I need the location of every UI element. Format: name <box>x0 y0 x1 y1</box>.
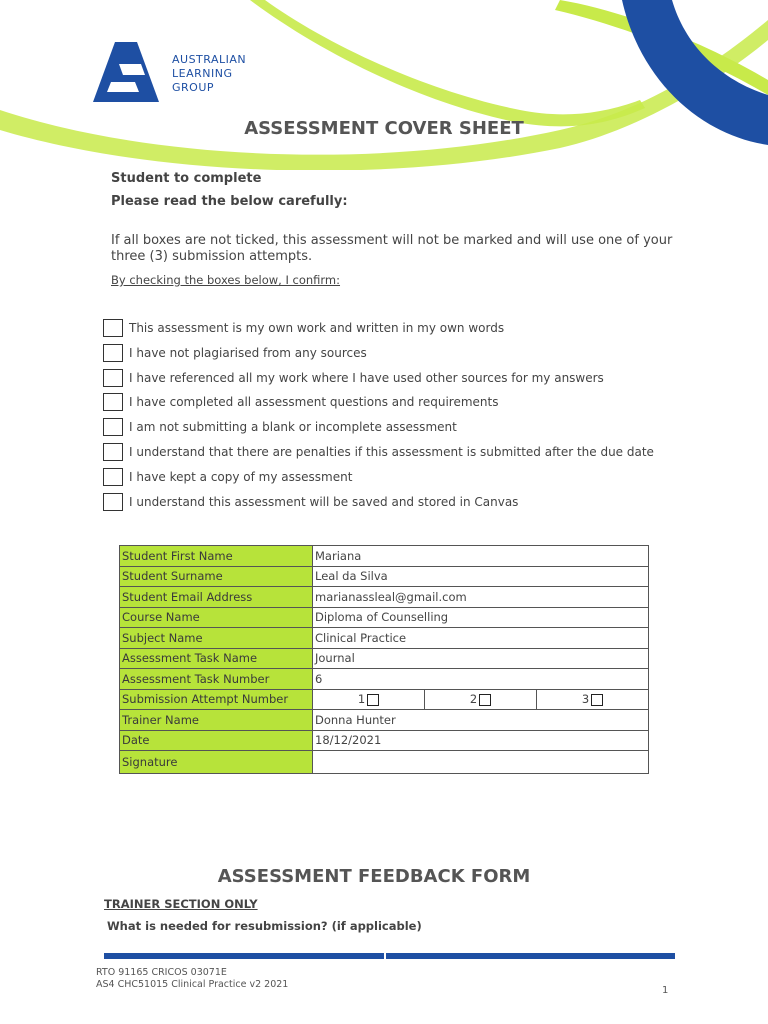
checklist-item <box>103 416 457 438</box>
attempt-number: 1 <box>357 692 366 707</box>
checklist-item-label: I have kept a copy of my assessment <box>129 469 353 484</box>
field-label: Trainer Name <box>120 710 313 731</box>
divider-bar <box>386 953 675 959</box>
details-row <box>120 566 649 587</box>
feedback-form-title: ASSESSMENT FEEDBACK FORM <box>217 866 531 887</box>
field-label: Student First Name <box>120 546 313 567</box>
signature-field[interactable] <box>313 751 649 774</box>
page-title: ASSESSMENT COVER SHEET <box>244 118 524 139</box>
header-decoration <box>0 0 768 170</box>
checklist-item-label: I have completed all assessment questions and requirements <box>129 395 499 410</box>
trainer-section-heading: TRAINER SECTION ONLY <box>104 897 258 911</box>
field-value[interactable]: Donna Hunter <box>313 710 649 731</box>
attempt-option[interactable] <box>424 689 536 710</box>
confirmation-checkbox[interactable] <box>103 319 123 337</box>
details-row <box>120 689 649 710</box>
confirm-heading: By checking the boxes below, I confirm: <box>111 273 341 287</box>
checklist-item-label: I understand this assessment will be saved and stored in Canvas <box>129 494 519 509</box>
confirmation-checkbox[interactable] <box>103 468 123 486</box>
field-label: Subject Name <box>120 628 313 649</box>
logo-line: GROUP <box>172 81 215 94</box>
logo-wordmark <box>172 53 246 95</box>
checklist-item-label: I understand that there are penalties if this assessment is submitted after the due date <box>129 445 654 459</box>
attempt-number: 3 <box>581 692 590 707</box>
details-row <box>120 587 649 608</box>
submission-notice: If all boxes are not ticked, this assessment will not be marked and will use one of your three (3) submission attempts. <box>111 233 673 264</box>
logo-line: AUSTRALIAN <box>172 53 247 66</box>
field-value[interactable]: marianassleal@gmail.com <box>313 587 649 608</box>
field-label: Assessment Task Number <box>120 669 313 690</box>
field-value[interactable]: 18/12/2021 <box>313 730 649 751</box>
checklist-item-label: I have referenced all my work where I have used other sources for my answers <box>129 370 604 385</box>
field-label: Course Name <box>120 607 313 628</box>
lime-swoosh-upper <box>250 0 645 126</box>
confirmation-checkbox[interactable] <box>103 418 123 436</box>
confirmation-checkbox[interactable] <box>103 443 123 461</box>
field-label: Student Surname <box>120 566 313 587</box>
checklist-item <box>103 391 498 413</box>
field-label: Signature <box>120 751 313 774</box>
student-details-table <box>119 545 649 774</box>
field-value[interactable]: 6 <box>313 669 649 690</box>
footer <box>96 967 288 991</box>
field-value[interactable]: Diploma of Counselling <box>313 607 649 628</box>
field-label: Assessment Task Name <box>120 648 313 669</box>
confirmation-checkbox[interactable] <box>103 393 123 411</box>
attempt-option[interactable] <box>313 689 425 710</box>
details-row <box>120 669 649 690</box>
page-number: 1 <box>662 985 669 996</box>
divider-bar <box>104 953 384 959</box>
confirmation-checkbox[interactable] <box>103 369 123 387</box>
attempt-checkbox[interactable] <box>591 694 603 706</box>
checklist-item <box>103 317 504 339</box>
australian-learning-group-logo <box>93 42 159 102</box>
checklist-item <box>103 342 367 364</box>
field-label: Submission Attempt Number <box>120 689 313 710</box>
details-row <box>120 628 649 649</box>
checklist-item-label: I am not submitting a blank or incomplete assessment <box>129 420 457 435</box>
checklist-item <box>103 367 604 389</box>
resubmission-question: What is needed for resubmission? (if applicable) <box>107 919 422 933</box>
details-row <box>120 607 649 628</box>
checklist-item <box>103 466 352 488</box>
attempt-checkbox[interactable] <box>367 694 379 706</box>
attempt-checkbox[interactable] <box>479 694 491 706</box>
details-row <box>120 648 649 669</box>
student-to-complete-heading: Student to complete <box>111 171 262 186</box>
footer-rto: RTO 91165 CRICOS 03071E <box>96 967 227 978</box>
field-label: Date <box>120 730 313 751</box>
attempt-number: 2 <box>469 692 478 707</box>
field-value[interactable]: Mariana <box>313 546 649 567</box>
checklist-item-label: This assessment is my own work and written in my own words <box>129 321 505 335</box>
details-row <box>120 730 649 751</box>
footer-document-code: AS4 CHC51015 Clinical Practice v2 2021 <box>96 979 289 990</box>
field-value[interactable]: Journal <box>313 648 649 669</box>
field-value[interactable]: Clinical Practice <box>313 628 649 649</box>
logo-line: LEARNING <box>172 67 233 80</box>
details-row <box>120 546 649 567</box>
details-row <box>120 751 649 774</box>
confirmation-checkbox[interactable] <box>103 493 123 511</box>
confirmation-checkbox[interactable] <box>103 344 123 362</box>
checklist-item <box>103 441 654 463</box>
attempt-option[interactable] <box>536 689 648 710</box>
checklist-item-label: I have not plagiarised from any sources <box>129 345 367 360</box>
field-label: Student Email Address <box>120 587 313 608</box>
checklist-item <box>103 491 518 513</box>
read-carefully-heading: Please read the below carefully: <box>111 194 348 209</box>
field-value[interactable]: Leal da Silva <box>313 566 649 587</box>
details-row <box>120 710 649 731</box>
